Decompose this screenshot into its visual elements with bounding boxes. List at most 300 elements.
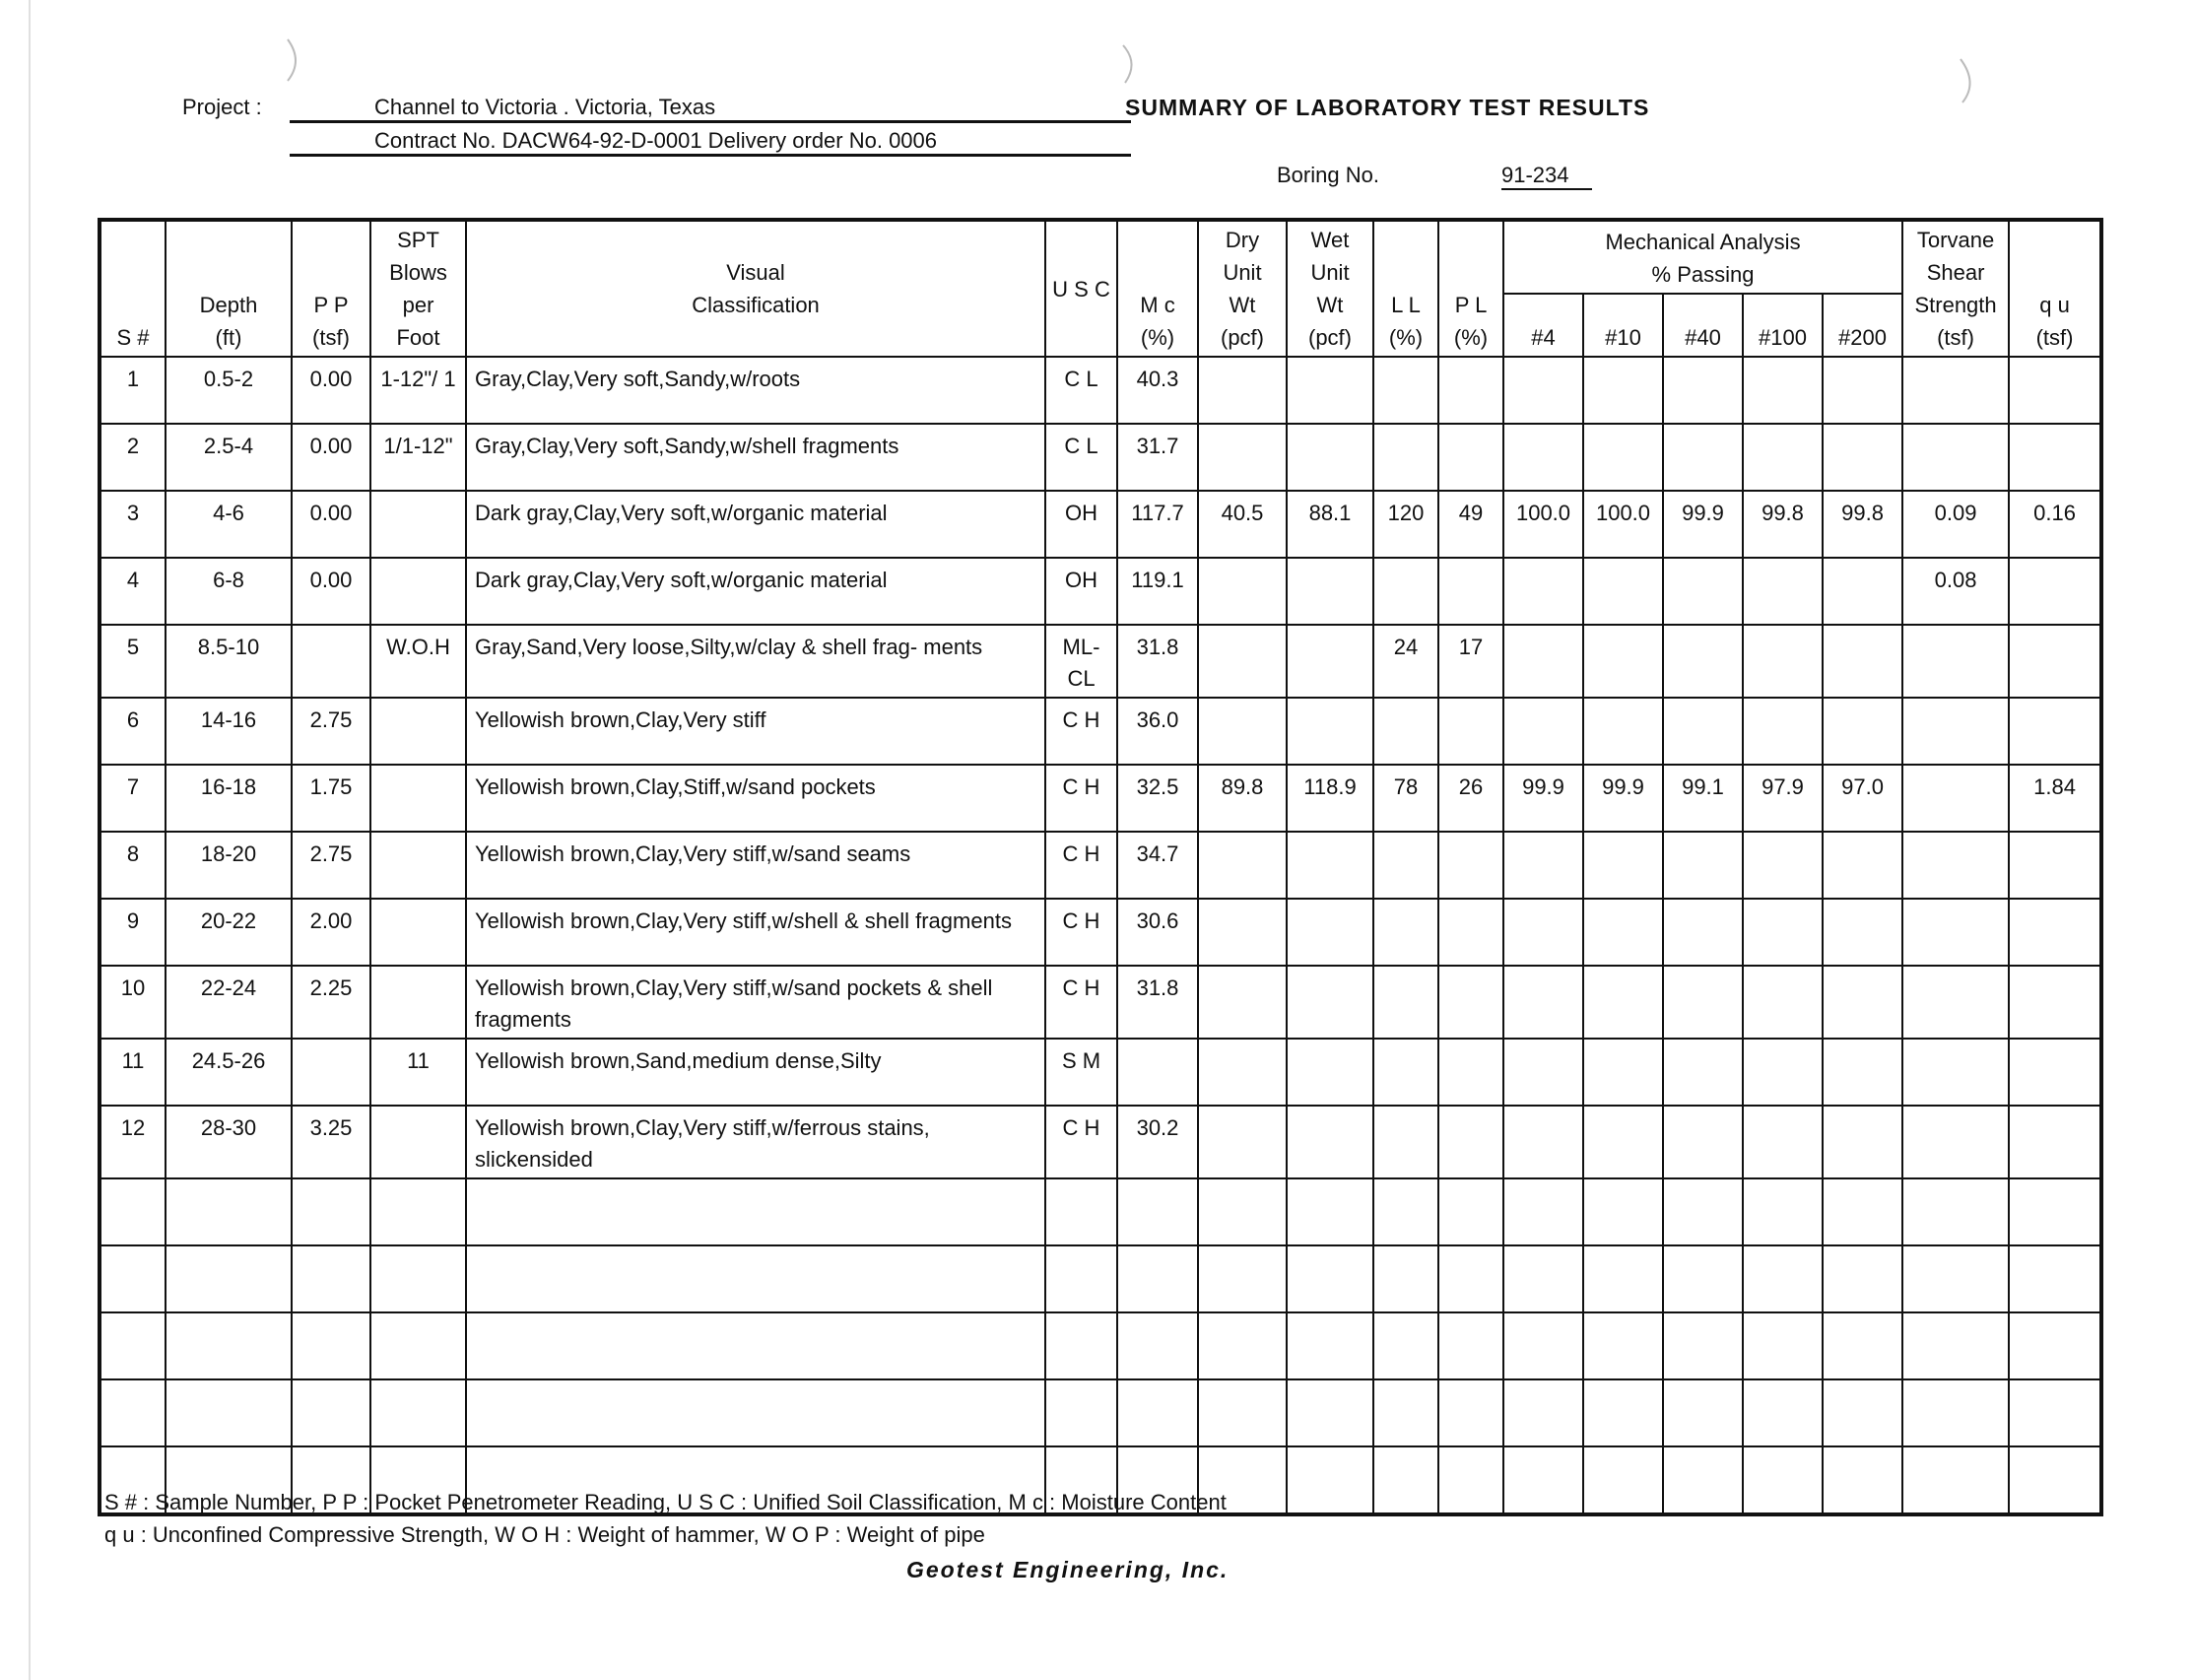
cell-qu <box>2009 424 2101 491</box>
cell-s200 <box>1823 424 1902 491</box>
cell-s4 <box>1503 1446 1583 1514</box>
cell-dry <box>1198 1379 1287 1446</box>
cell-s: 8 <box>100 832 166 899</box>
cell-pp: 2.00 <box>292 899 370 966</box>
cell-dry <box>1198 1312 1287 1379</box>
cell-s: 11 <box>100 1039 166 1106</box>
col-sample: S # <box>100 220 166 357</box>
col-sieve-200: #200 <box>1823 294 1902 357</box>
cell-s40: 99.1 <box>1663 765 1743 832</box>
cell-usc: C H <box>1045 966 1117 1039</box>
cell-qu <box>2009 1312 2101 1379</box>
cell-wet <box>1287 966 1373 1039</box>
cell-wet <box>1287 558 1373 625</box>
cell-desc: Yellowish brown,Clay,Very stiff,w/ferrous stains, slickensided <box>466 1106 1045 1178</box>
cell-depth <box>166 1379 292 1446</box>
cell-s4 <box>1503 1312 1583 1379</box>
cell-pl <box>1438 899 1503 966</box>
cell-depth: 8.5-10 <box>166 625 292 698</box>
cell-s200 <box>1823 832 1902 899</box>
cell-s: 12 <box>100 1106 166 1178</box>
cell-torvane <box>1902 1379 2009 1446</box>
cell-wet <box>1287 832 1373 899</box>
cell-s200: 99.8 <box>1823 491 1902 558</box>
cell-mc: 32.5 <box>1117 765 1198 832</box>
cell-pp <box>292 625 370 698</box>
empty-row <box>100 1379 2101 1446</box>
cell-mc <box>1117 1245 1198 1312</box>
cell-s200 <box>1823 558 1902 625</box>
cell-depth: 28-30 <box>166 1106 292 1178</box>
cell-depth: 14-16 <box>166 698 292 765</box>
table-row <box>100 1106 2101 1178</box>
cell-s100 <box>1743 966 1823 1039</box>
cell-torvane <box>1902 1178 2009 1245</box>
cell-mc: 34.7 <box>1117 832 1198 899</box>
cell-pl: 26 <box>1438 765 1503 832</box>
cell-s4: 99.9 <box>1503 765 1583 832</box>
cell-usc: C H <box>1045 765 1117 832</box>
cell-qu <box>2009 1446 2101 1514</box>
cell-dry <box>1198 357 1287 424</box>
cell-spt <box>370 491 466 558</box>
cell-s200 <box>1823 1106 1902 1178</box>
cell-spt <box>370 899 466 966</box>
cell-torvane: 0.08 <box>1902 558 2009 625</box>
cell-wet <box>1287 1446 1373 1514</box>
cell-s100: 99.8 <box>1743 491 1823 558</box>
cell-wet <box>1287 1178 1373 1245</box>
cell-s100 <box>1743 832 1823 899</box>
cell-depth: 18-20 <box>166 832 292 899</box>
cell-desc: Gray,Clay,Very soft,Sandy,w/roots <box>466 357 1045 424</box>
cell-s40 <box>1663 698 1743 765</box>
cell-s200 <box>1823 1245 1902 1312</box>
cell-pl <box>1438 966 1503 1039</box>
cell-mc: 117.7 <box>1117 491 1198 558</box>
cell-mc: 40.3 <box>1117 357 1198 424</box>
col-sieve-100: #100 <box>1743 294 1823 357</box>
cell-ll: 24 <box>1373 625 1438 698</box>
cell-s200 <box>1823 966 1902 1039</box>
col-depth: Depth (ft) <box>166 220 292 357</box>
cell-qu <box>2009 1379 2101 1446</box>
cell-desc: Yellowish brown,Clay,Very stiff,w/shell & shell fragments <box>466 899 1045 966</box>
table-row <box>100 424 2101 491</box>
cell-torvane <box>1902 625 2009 698</box>
cell-s40 <box>1663 1379 1743 1446</box>
cell-s: 2 <box>100 424 166 491</box>
col-wet-unit-wt: Wet Unit Wt (pcf) <box>1287 220 1373 357</box>
cell-pp: 3.25 <box>292 1106 370 1178</box>
cell-qu <box>2009 625 2101 698</box>
cell-desc: Yellowish brown,Clay,Very stiff <box>466 698 1045 765</box>
cell-spt <box>370 966 466 1039</box>
cell-dry <box>1198 966 1287 1039</box>
cell-depth: 22-24 <box>166 966 292 1039</box>
col-sieve-40: #40 <box>1663 294 1743 357</box>
cell-usc: S M <box>1045 1039 1117 1106</box>
cell-s100 <box>1743 1178 1823 1245</box>
cell-ll <box>1373 1379 1438 1446</box>
cell-torvane <box>1902 1446 2009 1514</box>
cell-pl <box>1438 357 1503 424</box>
cell-s <box>100 1245 166 1312</box>
cell-mc <box>1117 1178 1198 1245</box>
cell-qu <box>2009 1106 2101 1178</box>
cell-spt: W.O.H <box>370 625 466 698</box>
cell-pp: 0.00 <box>292 357 370 424</box>
cell-pl <box>1438 698 1503 765</box>
cell-pl <box>1438 1245 1503 1312</box>
legend-line-1: S # : Sample Number, P P : Pocket Penetrometer Reading, U S C : Unified Soil Classification, M c : Moisture Content <box>104 1490 1227 1514</box>
cell-qu <box>2009 1178 2101 1245</box>
cell-desc: Gray,Sand,Very loose,Silty,w/clay & shell frag- ments <box>466 625 1045 698</box>
cell-s4 <box>1503 357 1583 424</box>
cell-s4 <box>1503 1039 1583 1106</box>
cell-s4 <box>1503 1245 1583 1312</box>
cell-s10 <box>1583 1039 1663 1106</box>
cell-s4 <box>1503 625 1583 698</box>
cell-spt <box>370 1178 466 1245</box>
cell-dry <box>1198 1106 1287 1178</box>
cell-wet <box>1287 1106 1373 1178</box>
cell-pl <box>1438 424 1503 491</box>
cell-s200: 97.0 <box>1823 765 1902 832</box>
cell-qu <box>2009 966 2101 1039</box>
cell-desc: Gray,Clay,Very soft,Sandy,w/shell fragments <box>466 424 1045 491</box>
cell-depth <box>166 1245 292 1312</box>
cell-pl <box>1438 1312 1503 1379</box>
cell-ll <box>1373 1446 1438 1514</box>
cell-s10 <box>1583 1446 1663 1514</box>
cell-pp: 2.75 <box>292 698 370 765</box>
cell-torvane <box>1902 832 2009 899</box>
cell-s40 <box>1663 424 1743 491</box>
cell-pl <box>1438 1446 1503 1514</box>
cell-pl: 49 <box>1438 491 1503 558</box>
cell-s10 <box>1583 1106 1663 1178</box>
cell-wet <box>1287 1312 1373 1379</box>
cell-depth <box>166 1312 292 1379</box>
cell-dry: 89.8 <box>1198 765 1287 832</box>
empty-row <box>100 1245 2101 1312</box>
cell-s40 <box>1663 1178 1743 1245</box>
cell-pp: 2.75 <box>292 832 370 899</box>
cell-desc: Yellowish brown,Clay,Very stiff,w/sand pockets & shell fragments <box>466 966 1045 1039</box>
cell-wet <box>1287 1379 1373 1446</box>
cell-spt: 1-12"/ 1 <box>370 357 466 424</box>
cell-dry: 40.5 <box>1198 491 1287 558</box>
cell-ll <box>1373 832 1438 899</box>
col-mechanical-analysis: Mechanical Analysis % Passing <box>1503 220 1902 294</box>
table-row <box>100 698 2101 765</box>
cell-usc: OH <box>1045 558 1117 625</box>
cell-ll <box>1373 899 1438 966</box>
cell-pp: 0.00 <box>292 491 370 558</box>
cell-torvane <box>1902 1312 2009 1379</box>
cell-spt <box>370 1312 466 1379</box>
table-row <box>100 765 2101 832</box>
cell-depth: 4-6 <box>166 491 292 558</box>
page-title: SUMMARY OF LABORATORY TEST RESULTS <box>1125 95 1650 120</box>
cell-wet <box>1287 625 1373 698</box>
cell-s40: 99.9 <box>1663 491 1743 558</box>
cell-dry <box>1198 1245 1287 1312</box>
cell-s4 <box>1503 1106 1583 1178</box>
cell-ll <box>1373 1312 1438 1379</box>
cell-s100 <box>1743 1446 1823 1514</box>
table-row <box>100 558 2101 625</box>
cell-s10: 99.9 <box>1583 765 1663 832</box>
cell-s10 <box>1583 1178 1663 1245</box>
table-row <box>100 1039 2101 1106</box>
col-qu: q u (tsf) <box>2009 220 2101 357</box>
col-spt: SPT Blows per Foot <box>370 220 466 357</box>
cell-desc <box>466 1379 1045 1446</box>
cell-torvane <box>1902 966 2009 1039</box>
cell-s10 <box>1583 558 1663 625</box>
cell-pl <box>1438 832 1503 899</box>
project-label: Project : <box>182 95 262 119</box>
cell-pl <box>1438 1178 1503 1245</box>
cell-usc: C L <box>1045 357 1117 424</box>
col-pl: P L (%) <box>1438 220 1503 357</box>
cell-s100 <box>1743 1245 1823 1312</box>
cell-s: 4 <box>100 558 166 625</box>
cell-spt <box>370 832 466 899</box>
cell-usc: C H <box>1045 899 1117 966</box>
cell-spt: 11 <box>370 1039 466 1106</box>
cell-qu <box>2009 832 2101 899</box>
cell-s100: 97.9 <box>1743 765 1823 832</box>
cell-s <box>100 1312 166 1379</box>
cell-wet <box>1287 1039 1373 1106</box>
cell-desc: Dark gray,Clay,Very soft,w/organic material <box>466 558 1045 625</box>
col-sieve-10: #10 <box>1583 294 1663 357</box>
cell-s <box>100 1379 166 1446</box>
cell-s: 9 <box>100 899 166 966</box>
cell-ll <box>1373 1106 1438 1178</box>
cell-ll <box>1373 424 1438 491</box>
cell-wet <box>1287 424 1373 491</box>
cell-wet <box>1287 1245 1373 1312</box>
cell-s10 <box>1583 424 1663 491</box>
cell-s200 <box>1823 357 1902 424</box>
cell-usc: C H <box>1045 1106 1117 1178</box>
cell-mc: 119.1 <box>1117 558 1198 625</box>
cell-depth: 2.5-4 <box>166 424 292 491</box>
cell-ll <box>1373 558 1438 625</box>
cell-s100 <box>1743 1106 1823 1178</box>
cell-s10: 100.0 <box>1583 491 1663 558</box>
cell-depth: 20-22 <box>166 899 292 966</box>
legend-line-2: q u : Unconfined Compressive Strength, W O H : Weight of hammer, W O P : Weight of pipe <box>104 1522 985 1547</box>
cell-s40 <box>1663 558 1743 625</box>
boring-label: Boring No. <box>1277 163 1379 187</box>
cell-desc <box>466 1312 1045 1379</box>
cell-s: 7 <box>100 765 166 832</box>
contract-info: Contract No. DACW64-92-D-0001 Delivery order No. 0006 <box>290 128 1131 157</box>
empty-row <box>100 1178 2101 1245</box>
cell-mc: 31.7 <box>1117 424 1198 491</box>
cell-wet: 118.9 <box>1287 765 1373 832</box>
cell-depth: 24.5-26 <box>166 1039 292 1106</box>
col-torvane: Torvane Shear Strength (tsf) <box>1902 220 2009 357</box>
col-ll: L L (%) <box>1373 220 1438 357</box>
cell-torvane <box>1902 1245 2009 1312</box>
cell-mc <box>1117 1312 1198 1379</box>
table-row <box>100 491 2101 558</box>
cell-s100 <box>1743 625 1823 698</box>
cell-spt <box>370 1379 466 1446</box>
cell-dry <box>1198 899 1287 966</box>
cell-usc: OH <box>1045 491 1117 558</box>
cell-desc <box>466 1178 1045 1245</box>
col-mc: M c (%) <box>1117 220 1198 357</box>
cell-s40 <box>1663 899 1743 966</box>
cell-s100 <box>1743 357 1823 424</box>
table-row <box>100 899 2101 966</box>
cell-s200 <box>1823 1312 1902 1379</box>
cell-s40 <box>1663 832 1743 899</box>
cell-torvane <box>1902 698 2009 765</box>
cell-s100 <box>1743 1312 1823 1379</box>
cell-s4 <box>1503 424 1583 491</box>
cell-qu <box>2009 899 2101 966</box>
cell-desc: Yellowish brown,Clay,Stiff,w/sand pockets <box>466 765 1045 832</box>
cell-qu <box>2009 698 2101 765</box>
cell-pp <box>292 1178 370 1245</box>
cell-s4: 100.0 <box>1503 491 1583 558</box>
cell-dry <box>1198 625 1287 698</box>
cell-torvane <box>1902 424 2009 491</box>
cell-s40 <box>1663 1039 1743 1106</box>
cell-usc: C H <box>1045 832 1117 899</box>
cell-s4 <box>1503 1379 1583 1446</box>
cell-mc: 31.8 <box>1117 625 1198 698</box>
boring-number: 91-234 <box>1501 163 1592 190</box>
cell-wet <box>1287 698 1373 765</box>
cell-s: 5 <box>100 625 166 698</box>
cell-s200 <box>1823 1178 1902 1245</box>
cell-torvane <box>1902 899 2009 966</box>
cell-depth: 16-18 <box>166 765 292 832</box>
cell-torvane <box>1902 1106 2009 1178</box>
cell-desc: Dark gray,Clay,Very soft,w/organic material <box>466 491 1045 558</box>
cell-usc: C L <box>1045 424 1117 491</box>
cell-s200 <box>1823 1379 1902 1446</box>
cell-pl <box>1438 558 1503 625</box>
cell-dry <box>1198 832 1287 899</box>
cell-s: 6 <box>100 698 166 765</box>
cell-pl <box>1438 1039 1503 1106</box>
cell-usc: ML-CL <box>1045 625 1117 698</box>
cell-spt <box>370 558 466 625</box>
cell-s100 <box>1743 698 1823 765</box>
cell-pp <box>292 1312 370 1379</box>
cell-pl <box>1438 1106 1503 1178</box>
cell-s200 <box>1823 1039 1902 1106</box>
col-dry-unit-wt: Dry Unit Wt (pcf) <box>1198 220 1287 357</box>
cell-s4 <box>1503 1178 1583 1245</box>
cell-usc <box>1045 1312 1117 1379</box>
cell-s40 <box>1663 1106 1743 1178</box>
cell-s4 <box>1503 832 1583 899</box>
cell-desc: Yellowish brown,Clay,Very stiff,w/sand seams <box>466 832 1045 899</box>
cell-s40 <box>1663 1245 1743 1312</box>
cell-s10 <box>1583 357 1663 424</box>
cell-desc <box>466 1245 1045 1312</box>
col-visual: Visual Classification <box>466 220 1045 357</box>
cell-mc <box>1117 1379 1198 1446</box>
table-row <box>100 966 2101 1039</box>
empty-row <box>100 1312 2101 1379</box>
cell-s40 <box>1663 966 1743 1039</box>
cell-s10 <box>1583 1312 1663 1379</box>
cell-qu: 0.16 <box>2009 491 2101 558</box>
cell-usc <box>1045 1178 1117 1245</box>
cell-s10 <box>1583 832 1663 899</box>
cell-s: 1 <box>100 357 166 424</box>
cell-s4 <box>1503 558 1583 625</box>
cell-torvane <box>1902 765 2009 832</box>
cell-usc <box>1045 1379 1117 1446</box>
cell-torvane <box>1902 1039 2009 1106</box>
company-name: Geotest Engineering, Inc. <box>906 1557 1230 1582</box>
cell-pp: 2.25 <box>292 966 370 1039</box>
cell-s100 <box>1743 1039 1823 1106</box>
cell-usc <box>1045 1245 1117 1312</box>
cell-spt <box>370 1106 466 1178</box>
cell-s4 <box>1503 966 1583 1039</box>
cell-spt <box>370 698 466 765</box>
cell-s10 <box>1583 899 1663 966</box>
cell-s10 <box>1583 625 1663 698</box>
cell-mc: 31.8 <box>1117 966 1198 1039</box>
cell-ll <box>1373 1178 1438 1245</box>
cell-mc: 30.2 <box>1117 1106 1198 1178</box>
cell-pl <box>1438 1379 1503 1446</box>
cell-mc: 30.6 <box>1117 899 1198 966</box>
cell-ll <box>1373 1245 1438 1312</box>
cell-s10 <box>1583 1379 1663 1446</box>
cell-s200 <box>1823 625 1902 698</box>
cell-mc: 36.0 <box>1117 698 1198 765</box>
table-row <box>100 832 2101 899</box>
cell-s200 <box>1823 698 1902 765</box>
cell-s10 <box>1583 1245 1663 1312</box>
cell-pp <box>292 1245 370 1312</box>
cell-s40 <box>1663 1446 1743 1514</box>
cell-torvane <box>1902 357 2009 424</box>
cell-pp <box>292 1039 370 1106</box>
cell-torvane: 0.09 <box>1902 491 2009 558</box>
cell-qu <box>2009 1245 2101 1312</box>
cell-ll: 78 <box>1373 765 1438 832</box>
table-row <box>100 357 2101 424</box>
cell-depth: 0.5-2 <box>166 357 292 424</box>
cell-pp: 0.00 <box>292 424 370 491</box>
cell-qu <box>2009 1039 2101 1106</box>
cell-wet <box>1287 899 1373 966</box>
cell-ll <box>1373 1039 1438 1106</box>
cell-qu <box>2009 558 2101 625</box>
cell-spt <box>370 765 466 832</box>
cell-dry <box>1198 1039 1287 1106</box>
cell-s: 10 <box>100 966 166 1039</box>
cell-s4 <box>1503 698 1583 765</box>
